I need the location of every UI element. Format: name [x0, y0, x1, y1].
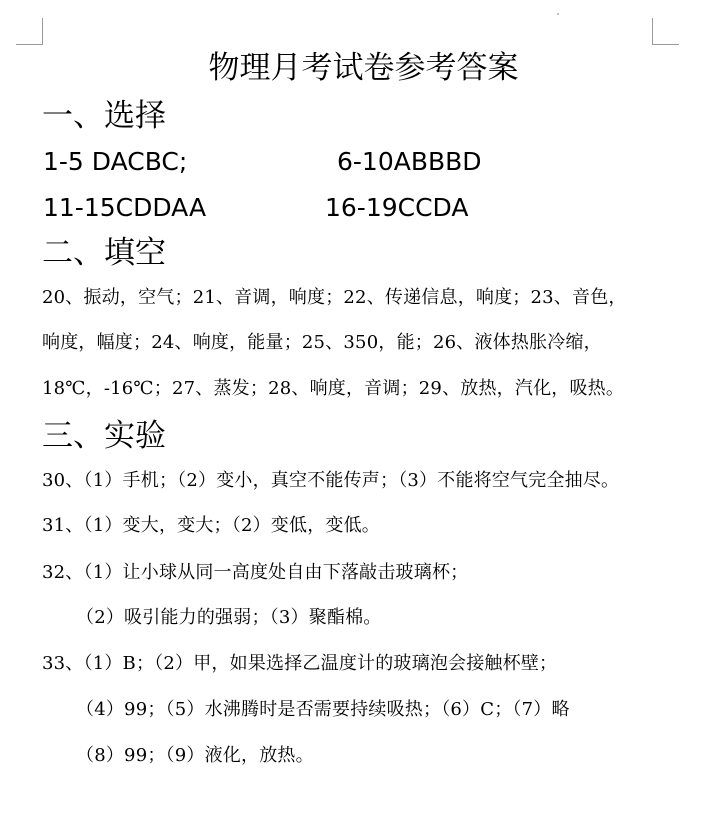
fill-answer-line: 响度，幅度；24、响度，能量；25、350，能；26、液体热胀冷缩，: [42, 332, 602, 353]
choice-answers-row-2-left: 11-15CDDAA: [43, 193, 207, 222]
choice-answers-row-2-right: 16-19CCDA: [325, 193, 469, 222]
fill-answer-line: 18℃，-16℃；27、蒸发；28、响度，音调；29、放热，汽化，吸热。: [42, 378, 625, 399]
experiment-answer-line: （2）吸引能力的强弱；（3）聚酯棉。: [76, 607, 382, 628]
document-title: 物理月考试卷参考答案: [208, 50, 519, 86]
page-corner-mark-top-right: [652, 18, 679, 45]
choice-answers-row-1-left: 1-5 DACBC;: [43, 147, 188, 176]
page-corner-mark-top-left: [16, 18, 43, 45]
fill-answer-line: 20、振动，空气；21、音调，响度；22、传递信息，响度；23、音色，: [42, 287, 627, 308]
choice-answers-row-1-right: 6-10ABBBD: [337, 147, 482, 176]
experiment-answer-line: 31、（1）变大，变大；（2）变低，变低。: [42, 515, 381, 536]
experiment-answer-line: （8）99；（9）液化，放热。: [76, 745, 314, 766]
experiment-answer-line: 30、（1）手机；（2）变小，真空不能传声；（3）不能将空气完全抽尽。: [42, 470, 620, 491]
section-heading-experiment: 三、实验: [42, 418, 166, 454]
page-speck: [557, 13, 559, 15]
experiment-answer-line: 32、（1）让小球从同一高度处自由下落敲击玻璃杯；: [42, 562, 469, 583]
section-heading-choice: 一、选择: [42, 98, 166, 134]
section-heading-fill: 二、填空: [42, 235, 166, 271]
experiment-answer-line: （4）99；（5）水沸腾时是否需要持续吸热；（6）C；（7）略: [76, 699, 570, 720]
experiment-answer-line: 33、（1）B；（2）甲，如果选择乙温度计的玻璃泡会接触杯壁；: [42, 653, 558, 674]
